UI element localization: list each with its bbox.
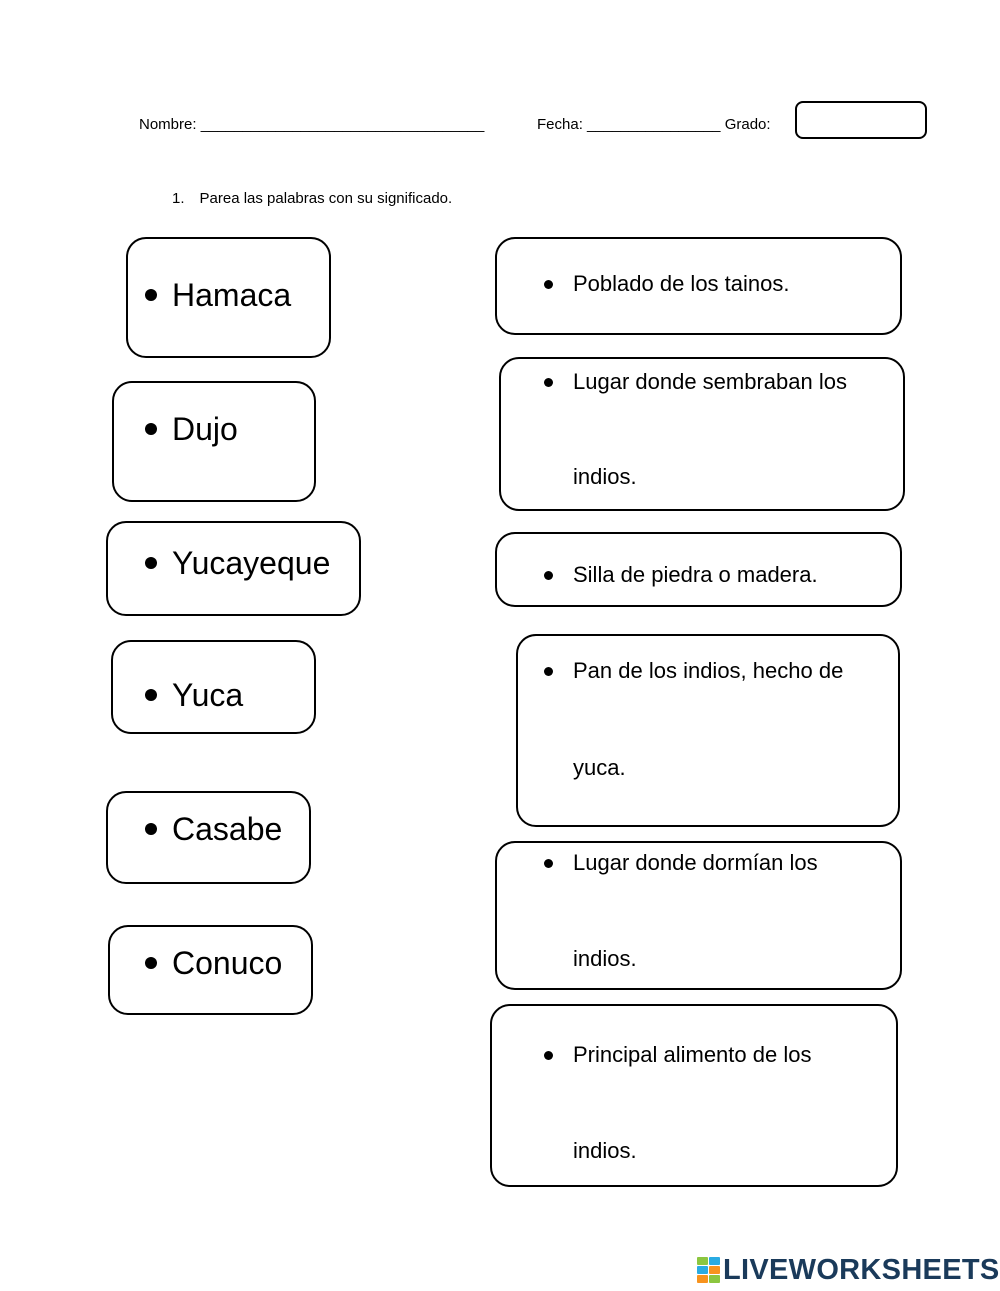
bullet-icon (145, 289, 157, 301)
date-label: Fecha: (537, 116, 583, 133)
logo-text: LIVEWORKSHEETS (723, 1253, 1000, 1286)
bullet-icon (544, 667, 553, 676)
definition-line-2: yuca. (573, 755, 626, 780)
bullet-icon (544, 280, 553, 289)
word-label-dujo: Dujo (172, 411, 238, 447)
definition-line-2: indios. (573, 946, 637, 971)
word-label-hamaca: Hamaca (172, 277, 292, 313)
grade-input-box[interactable] (795, 101, 927, 139)
logo-blocks-icon (697, 1257, 720, 1283)
definition-line-2: indios. (573, 1138, 637, 1163)
bullet-icon (544, 378, 553, 387)
definition-line-2: indios. (573, 464, 637, 489)
bullet-icon (145, 957, 157, 969)
bullet-icon (544, 571, 553, 580)
definition-line-1: Pan de los indios, hecho de (573, 658, 844, 683)
definition-line-1: Lugar donde sembraban los (573, 369, 847, 394)
word-label-conuco: Conuco (172, 945, 283, 981)
definition-line-1: Lugar donde dormían los (573, 850, 818, 875)
bullet-icon (145, 689, 157, 701)
definition-line-1: Poblado de los tainos. (573, 271, 790, 296)
liveworksheets-logo (697, 1254, 1000, 1286)
instruction-number: 1. (172, 190, 185, 207)
definition-card-6[interactable] (490, 1004, 898, 1187)
definition-line-1: Silla de piedra o madera. (573, 562, 818, 587)
definition-line-1: Principal alimento de los (573, 1042, 812, 1067)
word-label-yuca: Yuca (172, 677, 244, 713)
name-field (139, 116, 484, 133)
instruction-text: Parea las palabras con su significado. (199, 190, 453, 207)
date-line[interactable]: ________________ (587, 116, 721, 133)
name-line[interactable]: __________________________________ (200, 116, 485, 133)
word-label-casabe: Casabe (172, 811, 283, 847)
name-label: Nombre: (139, 116, 197, 133)
date-field (537, 116, 771, 133)
bullet-icon (145, 423, 157, 435)
instruction (172, 190, 452, 207)
bullet-icon (544, 859, 553, 868)
bullet-icon (544, 1051, 553, 1060)
bullet-icon (145, 823, 157, 835)
word-label-yucayeque: Yucayeque (172, 545, 331, 581)
bullet-icon (145, 557, 157, 569)
grade-label: Grado: (724, 116, 771, 133)
